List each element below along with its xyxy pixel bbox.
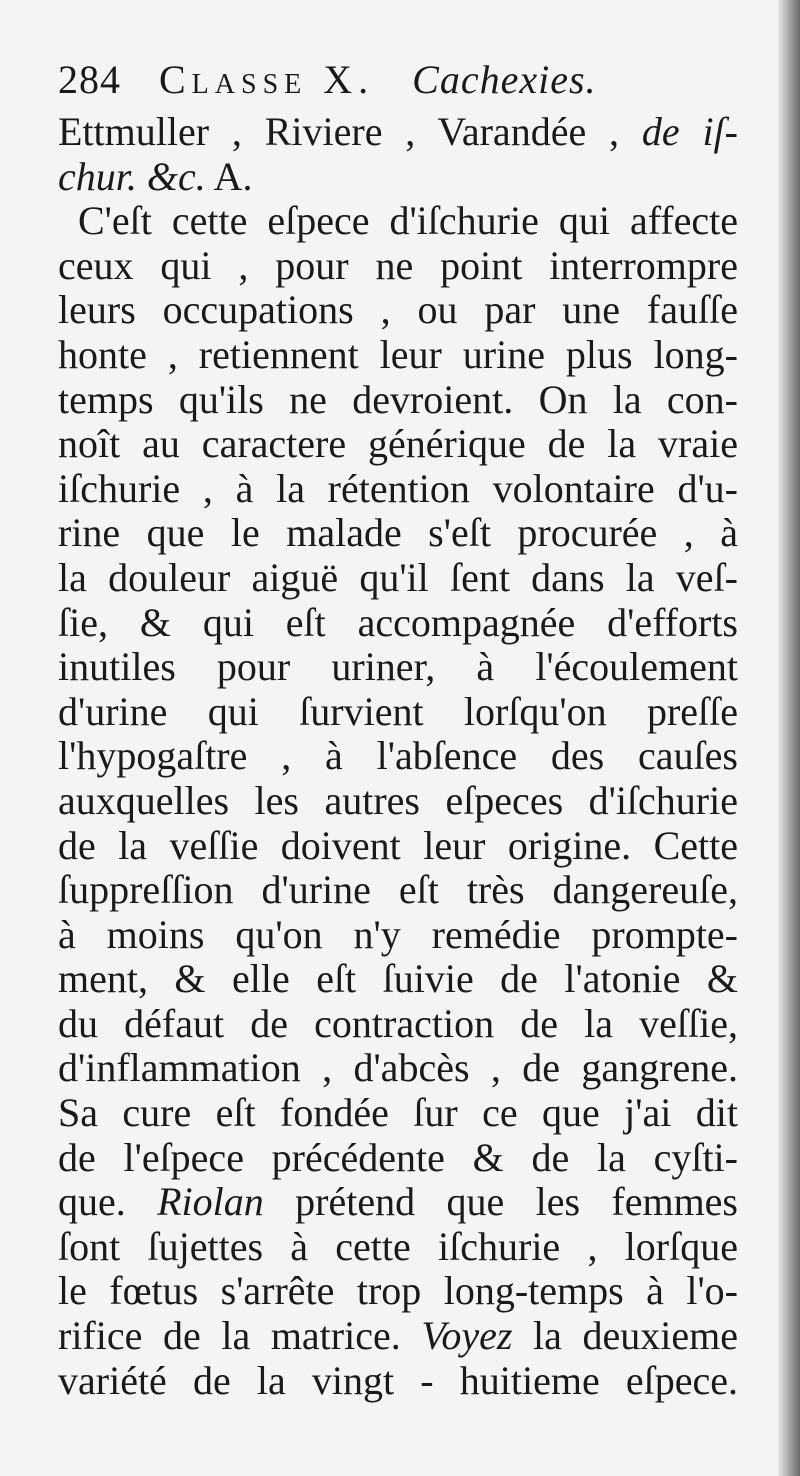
text-line: Ettmuller , Riviere , Varandée , de iſ- — [58, 110, 738, 154]
text-line: ſie, & qui eſt accompagnée d'efforts — [58, 600, 738, 645]
text-line: à moins qu'on n'y remédie prompte- — [58, 912, 738, 957]
text-line: ceux qui , pour ne point interrompre — [58, 243, 738, 288]
text-line: honte , retiennent leur urine plus long- — [58, 332, 738, 377]
text-line: chur. &c. A. — [58, 154, 253, 199]
text-line: ſont ſujettes à cette iſchurie , lorſque — [58, 1224, 738, 1269]
header-section: Cachexies. — [412, 57, 597, 102]
text-line: que. Riolan prétend que les femmes — [58, 1180, 738, 1225]
running-header — [58, 50, 738, 110]
text-line: iſchurie , à la rétention volontaire d'u- — [58, 466, 738, 511]
text-line: de la veſſie doivent leur origine. Cette — [58, 823, 738, 868]
page-text — [58, 50, 738, 1403]
text-line: C'eſt cette eſpece d'iſchurie qui affecte — [78, 199, 738, 244]
text-line: noît au caractere générique de la vraie — [58, 422, 738, 467]
text-line: l'hypogaſtre , à l'abſence des cauſes — [58, 734, 738, 779]
text-line: du défaut de contraction de la veſſie, — [58, 1001, 738, 1046]
text-line: d'urine qui ſurvient lorſqu'on preſſe — [58, 689, 738, 734]
text-line: rine que le malade s'eſt procurée , à — [58, 511, 738, 556]
text-line: leurs occupations , ou par une fauſſe — [58, 288, 738, 333]
text-line: auxquelles les autres eſpeces d'iſchurie — [58, 778, 738, 823]
page-number: 284 — [58, 57, 121, 102]
header-classe: Classe X. — [159, 57, 375, 102]
text-line: Sa cure eſt fondée ſur ce que j'ai dit — [58, 1091, 738, 1136]
text-line: inutiles pour uriner, à l'écoulement — [58, 645, 738, 690]
text-line: rifice de la matrice. Voyez la deuxieme — [58, 1314, 738, 1359]
text-line: variété de la vingt - huitieme eſpece. — [58, 1358, 738, 1403]
text-line: ment, & elle eſt ſuivie de l'atonie & — [58, 957, 738, 1002]
text-line: d'inflammation , d'abcès , de gangrene. — [58, 1046, 738, 1091]
text-line: temps qu'ils ne devroient. On la con- — [58, 377, 738, 422]
page-spine-shadow — [778, 0, 800, 1476]
text-line: ſuppreſſion d'urine eſt très dangereuſe, — [58, 868, 738, 913]
text-line: le fœtus s'arrête trop long-temps à l'o- — [58, 1269, 738, 1314]
text-line: de l'eſpece précédente & de la cyſti- — [58, 1135, 738, 1180]
text-line: la douleur aiguë qu'il ſent dans la veſ- — [58, 555, 738, 600]
